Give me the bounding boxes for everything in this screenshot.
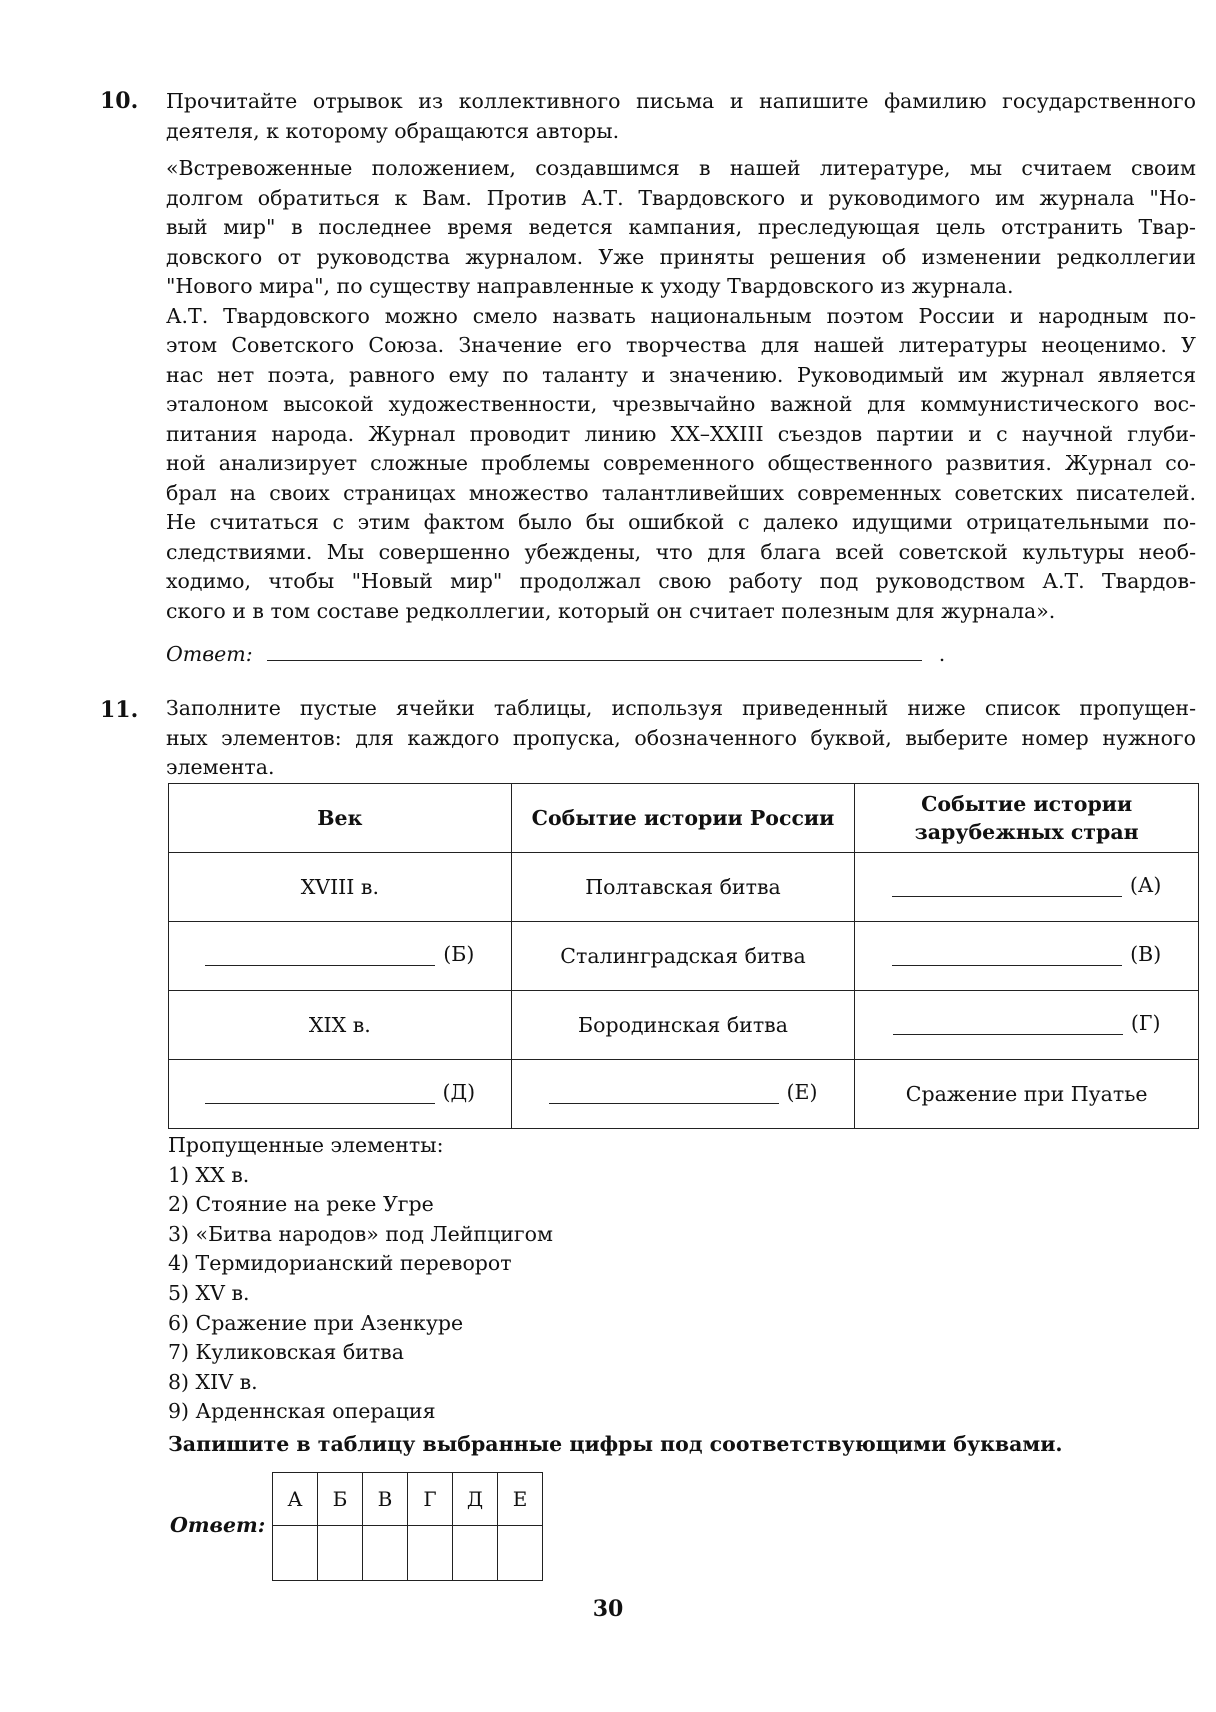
blank-line[interactable] <box>205 1083 435 1104</box>
quote-line: довского от руководства журналом. Уже приняты решения об изменении редколлегии <box>166 244 1196 269</box>
answer-letter: А <box>273 1473 318 1526</box>
list-item: 9) Арденнская операция <box>168 1399 436 1424</box>
blank-line[interactable] <box>893 1014 1123 1035</box>
quote-line: питания народа. Журнал проводит линию XX–XXIII съездов партии и с научной глуби- <box>166 421 1196 446</box>
blank-line[interactable] <box>205 945 435 966</box>
prompt-line: Заполните пустые ячейки таблицы, используя приведенный ниже список пропущен- <box>166 696 1196 720</box>
letter-quote <box>166 154 1196 626</box>
blank-letter: (Г) <box>1130 1010 1161 1035</box>
answer-instruction: Запишите в таблицу выбранные цифры под соответствующими буквами. <box>168 1432 1063 1456</box>
blank-letter: (Д) <box>442 1079 476 1104</box>
missing-elements-list <box>168 1131 553 1427</box>
answer-label: Ответ: <box>170 1513 266 1537</box>
blank-letter: (Е) <box>786 1079 818 1104</box>
quote-line: эталоном высокой художественности, чрезвычайно важной для коммунистического вос- <box>166 392 1196 416</box>
answer-grid <box>272 1472 543 1581</box>
prompt-line: деятеля, к которому обращаются авторы. <box>166 118 620 143</box>
list-item: 7) Куликовская битва <box>168 1340 404 1365</box>
prompt-line: ных элементов: для каждого пропуска, обозначенного буквой, выберите номер нужного <box>166 725 1196 750</box>
prompt-line: элемента. <box>166 755 275 779</box>
answer-letter: Б <box>318 1473 363 1526</box>
question-11-prompt <box>166 694 1196 783</box>
cell-foreign-event: Сражение при Пуатье <box>855 1060 1199 1129</box>
list-item: 1) XX в. <box>168 1162 250 1187</box>
blank-letter: (Б) <box>443 941 475 966</box>
header-century: Век <box>169 784 512 853</box>
list-item: 4) Термидорианский переворот <box>168 1251 512 1276</box>
answer-cell-input[interactable] <box>408 1526 453 1581</box>
quote-line: «Встревоженные положением, создавшимся в нашей литературе, мы считаем своим <box>166 156 1196 180</box>
header-russia-event: Событие истории России <box>511 784 855 853</box>
table-row <box>169 991 1199 1060</box>
answer-cell-input[interactable] <box>273 1526 318 1581</box>
answer-cell-input[interactable] <box>498 1526 543 1581</box>
answer-letter: Г <box>408 1473 453 1526</box>
cell-blank-d[interactable] <box>169 1060 512 1129</box>
answer-cell-input[interactable] <box>318 1526 363 1581</box>
quote-line: "Нового мира", по существу направленные к уходу Твардовского из журнала. <box>166 274 1014 298</box>
list-title: Пропущенные элементы: <box>168 1133 444 1157</box>
question-10-prompt <box>166 87 1196 146</box>
list-item: 6) Сражение при Азенкуре <box>168 1310 464 1335</box>
header-line: Событие истории <box>921 792 1133 816</box>
answer-letter: В <box>363 1473 408 1526</box>
cell-blank-b[interactable] <box>169 922 512 991</box>
page-number: 30 <box>592 1596 624 1622</box>
table-row <box>169 1060 1199 1129</box>
blank-letter: (В) <box>1130 941 1162 966</box>
answer-letter: Д <box>453 1473 498 1526</box>
answer-values-row <box>273 1526 543 1581</box>
cell-blank-e[interactable] <box>511 1060 855 1129</box>
quote-line: Не считаться с этим фактом было бы ошибкой с далеко идущими отрицательными по- <box>166 510 1196 534</box>
events-table <box>168 783 1199 1129</box>
list-item: 8) XIV в. <box>168 1369 258 1394</box>
question-10-number: 10. <box>100 88 139 114</box>
blank-line[interactable] <box>549 1083 779 1104</box>
quote-line: ского и в том составе редколлегии, который он считает полезным для журнала». <box>166 598 1056 623</box>
cell-russia-event: Бородинская битва <box>511 991 855 1060</box>
question-10-answer <box>166 642 945 666</box>
list-item: 3) «Битва народов» под Лейпцигом <box>168 1221 553 1246</box>
quote-line: А.Т. Твардовского можно смело назвать национальным поэтом России и народным по- <box>166 303 1196 328</box>
quote-line: следствиями. Мы совершенно убеждены, что для блага всей советской культуры необ- <box>166 539 1196 564</box>
quote-line: ной анализирует сложные проблемы современного общественного развития. Журнал со- <box>166 451 1196 475</box>
cell-russia-event: Сталинградская битва <box>511 922 855 991</box>
cell-russia-event: Полтавская битва <box>511 853 855 922</box>
quote-line: долгом обратиться к Вам. Против А.Т. Твардовского и руководимого им журнала "Но- <box>166 185 1196 210</box>
blank-line[interactable] <box>892 945 1122 966</box>
cell-century: XIX в. <box>169 991 512 1060</box>
answer-cell-input[interactable] <box>363 1526 408 1581</box>
quote-line: ходимо, чтобы "Новый мир" продолжал свою работу под руководством А.Т. Твардов- <box>166 569 1196 593</box>
answer-letters-row <box>273 1473 543 1526</box>
list-item: 2) Стояние на реке Угре <box>168 1192 434 1217</box>
prompt-line: Прочитайте отрывок из коллективного письма и напишите фамилию государственного <box>166 89 1196 113</box>
quote-line: этом Советского Союза. Значение его творчества для нашей литературы неоценимо. У <box>166 333 1196 357</box>
cell-blank-g[interactable] <box>855 991 1199 1060</box>
cell-century: XVIII в. <box>169 853 512 922</box>
blank-letter: (А) <box>1129 872 1162 897</box>
quote-line: брал на своих страницах множество талантливейших современных советских писателей. <box>166 480 1196 505</box>
cell-blank-v[interactable] <box>855 922 1199 991</box>
header-foreign-event <box>855 784 1199 853</box>
question-11-number: 11. <box>100 697 139 723</box>
list-item: 5) XV в. <box>168 1280 250 1305</box>
header-line: зарубежных стран <box>914 820 1139 844</box>
answer-cell-input[interactable] <box>453 1526 498 1581</box>
cell-blank-a[interactable] <box>855 853 1199 922</box>
answer-label: Ответ: <box>166 642 253 666</box>
table-row <box>169 853 1199 922</box>
quote-line: вый мир" в последнее время ведется кампания, преследующая цель отстранить Твар- <box>166 215 1196 239</box>
quote-line: нас нет поэта, равного ему по таланту и значению. Руководимый им журнал является <box>166 362 1196 387</box>
blank-line[interactable] <box>892 876 1122 897</box>
answer-blank-input[interactable] <box>267 642 922 661</box>
table-row <box>169 922 1199 991</box>
table-header-row <box>169 784 1199 853</box>
answer-period: . <box>938 642 946 666</box>
answer-letter: Е <box>498 1473 543 1526</box>
